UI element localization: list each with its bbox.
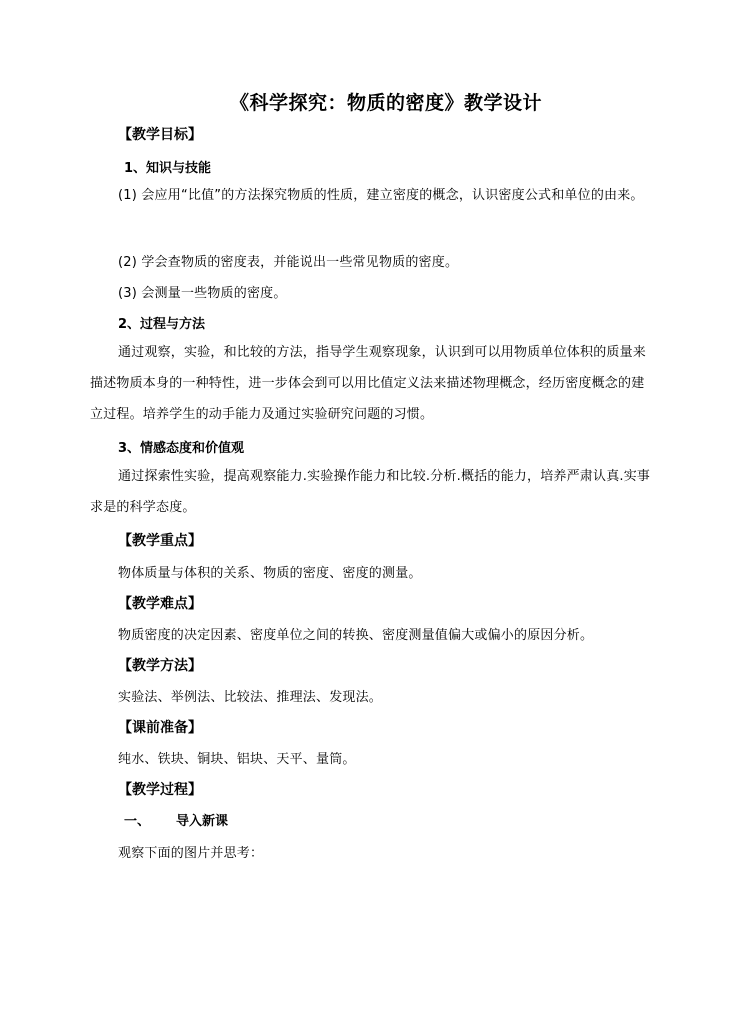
knowledge-heading: 1、知识与技能 [124,161,212,176]
section-number: 一、 [124,814,151,829]
difficulties-text: 物质密度的决定因素、密度单位之间的转换、密度测量值偏大或偏小的原因分析。 [118,628,594,643]
preparation-text: 纯水、铁块、铜块、铝块、天平、量筒。 [118,752,356,767]
knowledge-item-2: (2) 学会查物质的密度表，并能说出一些常见物质的密度。 [118,255,459,270]
difficulties-heading: 【教学难点】 [118,596,202,612]
key-points-heading: 【教学重点】 [118,533,202,549]
section-intro-text: 观察下面的图片并思考： [118,846,264,861]
teaching-process-heading: 【教学过程】 [118,782,202,798]
methods-text: 实验法、举例法、比较法、推理法、发现法。 [118,690,383,705]
objectives-heading: 【教学目标】 [118,127,202,143]
knowledge-item-1: (1) 会应用“比值”的方法探究物质的性质，建立密度的概念，认识密度公式和单位的由来。 [118,188,644,203]
attitude-text: 通过探索性实验，提高观察能力.实验操作能力和比较.分析.概括的能力，培养严肃认真.实事求是的科学态度。 [90,469,651,515]
section-title: 导入新课 [176,814,229,829]
preparation-heading: 【课前准备】 [118,720,202,736]
methods-heading: 【教学方法】 [118,658,202,674]
attitude-heading: 3、情感态度和价值观 [118,441,245,456]
document-title: 《科学探究：物质的密度》教学设计 [230,92,543,114]
process-method-heading: 2、过程与方法 [118,317,206,332]
key-points-text: 物体质量与体积的关系、物质的密度、密度的测量。 [118,566,422,581]
process-method-text: 通过观察，实验，和比较的方法，指导学生观察现象，认识到可以用物质单位体积的质量来描述物质本身的一种特性，进一步体会到可以用比值定义法来描述物理概念，经历密度概念的建立过程。培养学生的动手能力及通过实验研究问题的习惯。 [90,345,647,422]
knowledge-item-3: (3) 会测量一些物质的密度。 [118,286,287,301]
